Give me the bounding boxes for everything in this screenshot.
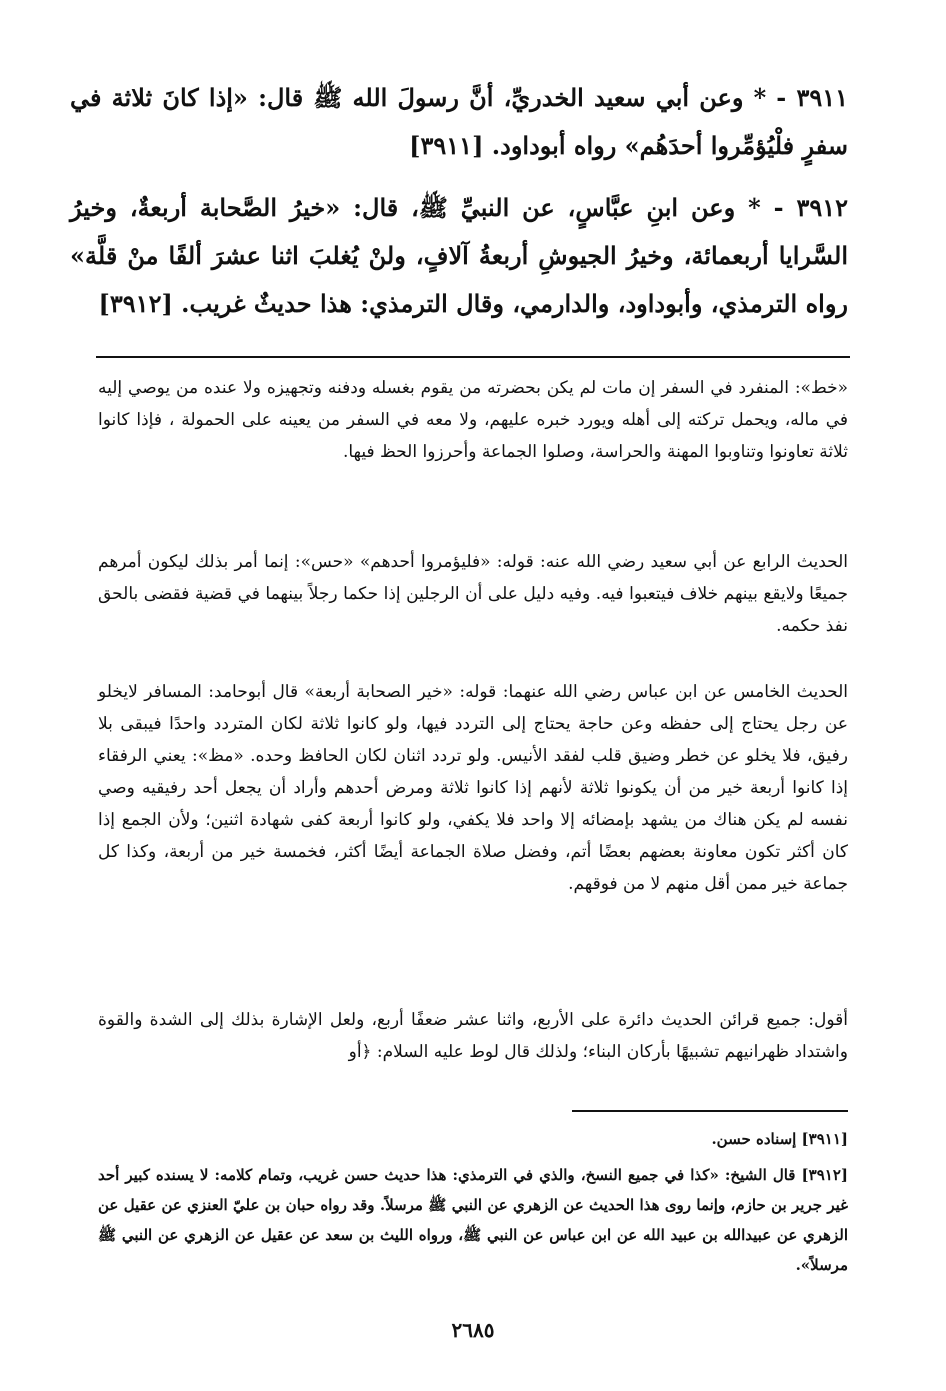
- section-divider: [96, 356, 850, 358]
- footnote-divider: [572, 1110, 848, 1112]
- hadith-3911: ٣٩١١ - * وعن أبي سعيد الخدريِّ، أنَّ رسولَ الله ﷺ قال: «إذا كانَ ثلاثة في سفرٍ فلْيُؤمِّروا أحدَهُم» رواه أبوداود. [٣٩١١]: [70, 83, 848, 160]
- footnote-3912: [٣٩١٢] قال الشيخ: «كذا في جميع النسخ، والذي في الترمذي: هذا حديث حسن غريب، وتمام كلامه: لا يسنده كبير أحد غير جرير بن حازم، وإنما روى هذا الحديث عن الزهري عن النبي ﷺ مرسلاً. وقد رواه حبان بن عليّ العنزي عن عقيل عن الزهري عن عبيدالله بن عبيد الله عن ابن عباس عن النبي ﷺ، ورواه الليث بن سعد عن عقيل عن الزهري عن النبي ﷺ مرسلاً».: [98, 1166, 848, 1274]
- page-number: ٢٦٨٥: [451, 1318, 495, 1342]
- commentary-paragraph-2: الحديث الرابع عن أبي سعيد رضي الله عنه: قوله: «فليؤمروا أحدهم» «حس»: إنما أمر بذلك ليكون أمرهم جميعًا ولايقع بينهم خلاف فيتعبوا فيه. وفيه دليل على أن الرجلين إذا حكما رجلاً بينهما في قضية فقضى بالحق نفذ حكمه.: [98, 552, 848, 636]
- hadith-3912: ٣٩١٢ - * وعن ابنِ عبَّاسٍ، عن النبيِّ ﷺ، قال: «خيرُ الصَّحابة أربعةٌ، وخيرُ السَّرايا أربعمائة، وخيرُ الجيوشِ أربعةُ آلافٍ، ولنْ يُغلبَ اثنا عشرَ ألفًا منْ قلَّة» رواه الترمذي، وأبوداود، والدارمي، وقال الترمذي: هذا حديثٌ غريب. [٣٩١٢]: [70, 193, 848, 318]
- footnote-3911: [٣٩١١] إسناده حسن.: [711, 1130, 848, 1148]
- commentary-paragraph-1: «خط»: المنفرد في السفر إن مات لم يكن بحضرته من يقوم بغسله ودفنه وتجهيزه ولا عنده من يوصي إليه في ماله، ويحمل تركته إلى أهله ويورد خبره عليهم، ولا معه في السفر من يعينه على الحمولة ، فإذا كانوا ثلاثة تعاونوا وتناوبوا المهنة والحراسة، وصلوا الجماعة وأحرزوا الحظ فيها.: [98, 378, 848, 462]
- commentary-paragraph-3: الحديث الخامس عن ابن عباس رضي الله عنهما: قوله: «خير الصحابة أربعة» قال أبوحامد: المسافر لايخلو عن رجل يحتاج إلى حفظه وعن حاجة يحتاج إلى التردد فيها، ولو كانوا ثلاثة لكان المتردد واحدًا فيبقى بلا رفيق، فلا يخلو عن خطر وضيق قلب لفقد الأنيس. ولو تردد اثنان لكان الحافظ وحده. «مظ»: يعني الرفقاء إذا كانوا أربعة خير من أن يكونوا ثلاثة لأنهم إذا كانوا ثلاثة ومرض أحدهم وأراد أن يجعل أحد رفيقيه وصي نفسه لم يكن هناك من يشهد بإمضائه إلا واحد فلا يكفي، ولو كانوا أربعة كفى شهادة اثنين؛ ولأن الجمع إذا كان أكثر تكون معاونة بعضهم بعضًا أتم، وفضل صلاة الجماعة أيضًا أكثر، فخمسة خير من أربعة، وكذا كل جماعة خير ممن أقل منهم لا من فوقهم.: [98, 682, 849, 894]
- commentary-paragraph-4: أقول: جميع قرائن الحديث دائرة على الأربع، واثنا عشر ضعفًا أربع، ولعل الإشارة بذلك إلى الشدة والقوة واشتداد ظهرانيهم تشبيهًا بأركان البناء؛ ولذلك قال لوط عليه السلام: ﴿أو: [98, 1010, 848, 1062]
